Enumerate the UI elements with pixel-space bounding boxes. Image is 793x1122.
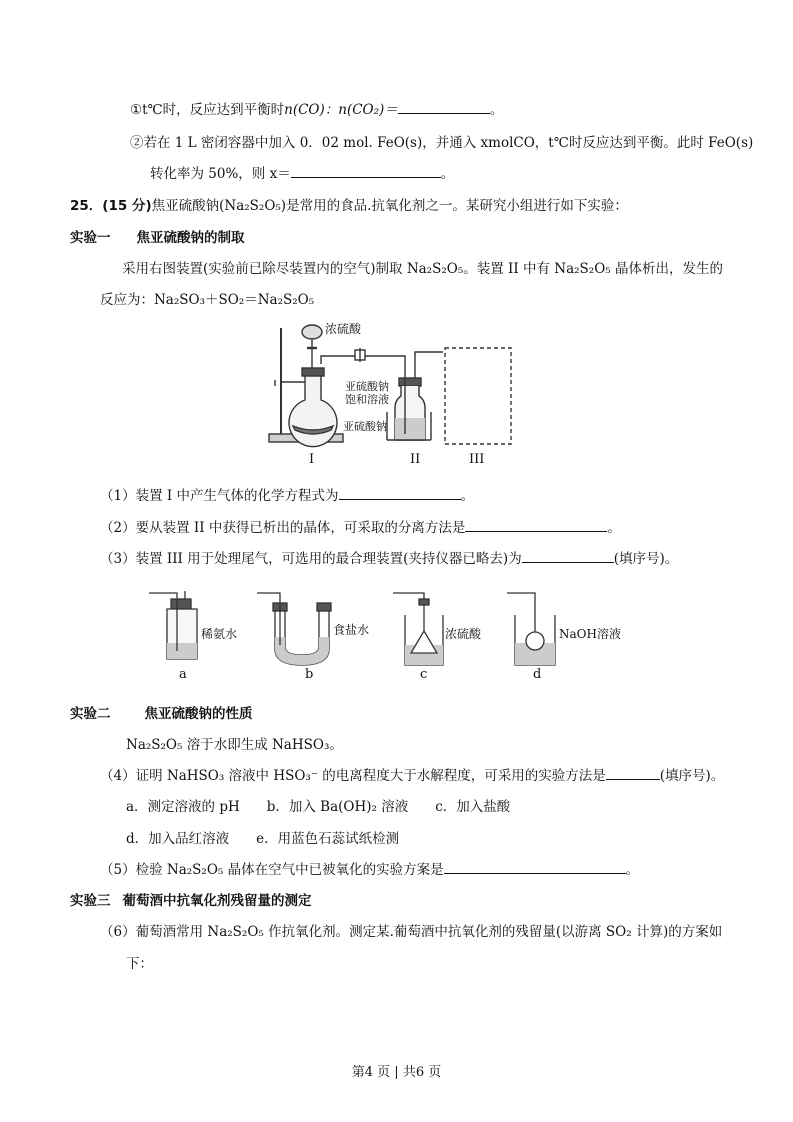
exp1-heading: 实验一 焦亚硫酸钠的制取 [70, 230, 245, 246]
exp1-text-line2: 反应为：Na₂SO₃＋SO₂＝Na₂S₂O₅ [100, 292, 315, 308]
label-apparatus-III: III [469, 452, 485, 467]
answer-blank-1[interactable] [398, 100, 490, 114]
answer-blank-q5[interactable] [444, 860, 626, 874]
tail-gas-options-figure [145, 585, 645, 685]
question-4: （4）证明 NaHSO₃ 溶液中 HSO₃⁻ 的电离程度大于水解程度，可采用的实验方法是 (填序号)。 [100, 768, 725, 784]
q24-item1: ①t℃时，反应达到平衡时n(CO)：n(CO₂)＝ 。 [130, 102, 504, 118]
reagent-c: 浓硫酸 [445, 627, 482, 641]
question-6-line1: （6）葡萄酒常用 Na₂S₂O₅ 作抗氧化剂。测定某.葡萄酒中抗氧化剂的残留量(以游离 SO₂ 计算)的方案如 [100, 924, 723, 940]
question-1: （1）装置 I 中产生气体的化学方程式为 。 [100, 488, 475, 504]
label-apparatus-II: II [410, 452, 421, 467]
reagent-a: 稀氨水 [201, 627, 238, 641]
q24-item2-line2: 转化率为 50%，则 x＝ 。 [150, 166, 455, 182]
q4-options-line2: d．加入品红溶液 e．用蓝色石蕊试纸检测 [126, 831, 400, 847]
answer-blank-2[interactable] [291, 164, 441, 178]
exp3-heading: 实验三 葡萄酒中抗氧化剂残留量的测定 [70, 893, 312, 909]
question-2: （2）要从装置 II 中获得已析出的晶体，可采取的分离方法是 。 [100, 520, 621, 536]
reagent-b: 食盐水 [333, 623, 370, 637]
label-apparatus-I: I [309, 452, 315, 467]
answer-blank-q2[interactable] [465, 518, 607, 532]
label-sulfite-solution: 亚硫酸钠饱和溶液 [345, 380, 389, 406]
option-label-a: a [179, 667, 187, 682]
apparatus-figure [265, 318, 525, 470]
q4-options-line1: a．测定溶液的 pH b．加入 Ba(OH)₂ 溶液 c．加入盐酸 [126, 799, 511, 815]
answer-blank-q1[interactable] [339, 486, 461, 500]
answer-blank-q3[interactable] [522, 549, 614, 563]
question-5: （5）检验 Na₂S₂O₅ 晶体在空气中已被氧化的实验方案是 。 [100, 862, 640, 878]
exp1-text-line1: 采用右图装置(实验前已除尽装置内的空气)制取 Na₂S₂O₅。装置 II 中有 Na₂S₂O₅ 晶体析出，发生的 [122, 261, 723, 277]
exp2-heading: 实验二 焦亚硫酸钠的性质 [70, 706, 253, 722]
reagent-d: NaOH溶液 [559, 627, 621, 641]
q25-intro: 25．(15 分)焦亚硫酸钠(Na₂S₂O₅)是常用的食品.抗氧化剂之一。某研究小组进行如下实验： [70, 198, 628, 214]
label-conc-acid: 浓硫酸 [325, 322, 362, 336]
answer-blank-q4[interactable] [606, 766, 660, 780]
option-label-d: d [533, 667, 542, 682]
label-sulfite-solid: 亚硫酸钠 [343, 420, 387, 433]
option-label-b: b [305, 667, 314, 682]
option-label-c: c [420, 667, 428, 682]
question-6-line2: 下： [126, 956, 153, 972]
question-3: （3）装置 III 用于处理尾气，可选用的最合理装置(夹持仪器已略去)为 (填序号)。 [100, 551, 679, 567]
page-footer: 第4 页 | 共6 页 [351, 1065, 442, 1080]
exp2-text: Na₂S₂O₅ 溶于水即生成 NaHSO₃。 [126, 737, 343, 753]
apparatus-drawing [265, 318, 525, 470]
q24-item2-line1: ②若在 1 L 密闭容器中加入 0．02 mol. FeO(s)，并通入 xmolCO，t℃时反应达到平衡。此时 FeO(s) [130, 135, 754, 151]
